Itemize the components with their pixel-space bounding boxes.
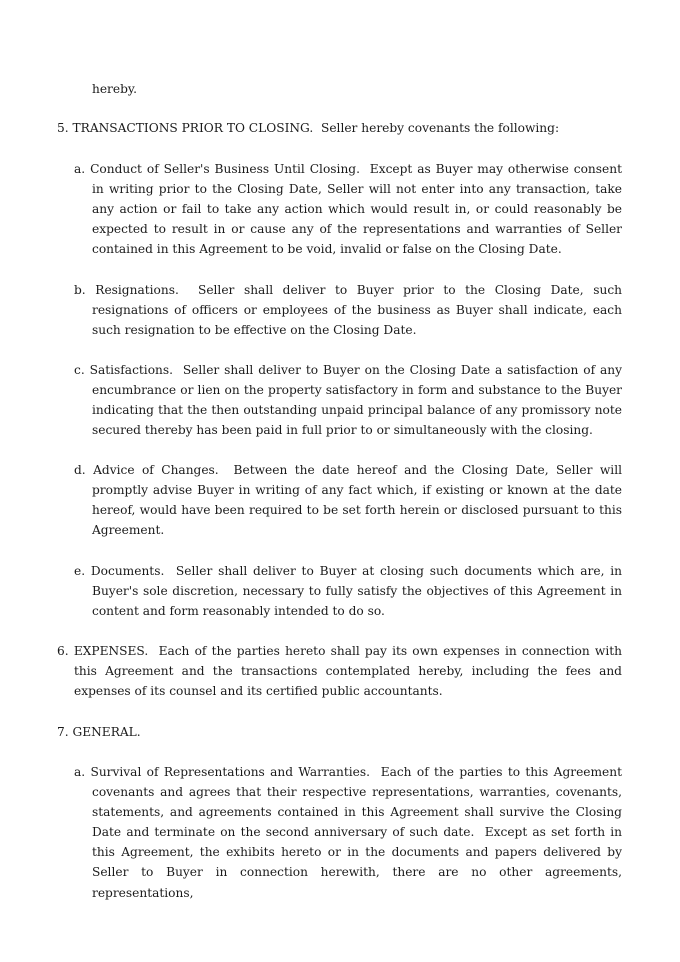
section-5-item-d	[74, 460, 626, 540]
section-7-heading	[57, 722, 637, 742]
section-5-item-c	[74, 360, 626, 440]
section-5-item-b	[74, 280, 626, 340]
section-number: 5.	[57, 121, 69, 135]
item-letter: d.	[74, 463, 86, 477]
section-number: 7.	[57, 725, 69, 739]
item-letter: a.	[74, 765, 86, 779]
item-text: Advice of Changes. Between the date hereof and the Closing Date, Seller will promptly advise Buyer in writing of any fact which, if existing or known at the date hereof, would have been required to be set forth herein or disclosed pursuant to this Agreement.	[92, 463, 626, 538]
item-letter: b.	[74, 283, 86, 297]
section-5-heading	[57, 118, 637, 138]
item-text: Documents. Seller shall deliver to Buyer at closing such documents which are, in Buyer's sole discretion, necessary to fully satisfy the objectives of this Agreement in content and form reasonably intended to do so.	[90, 564, 626, 619]
item-letter: e.	[74, 564, 86, 578]
section-6	[57, 641, 623, 701]
continuation-text: hereby.	[92, 82, 138, 96]
item-letter: c.	[74, 363, 85, 377]
item-text: Satisfactions. Seller shall deliver to Buyer on the Closing Date a satisfaction of any encumbrance or lien on the property satisfactory in form and substance to the Buyer indicating that the then outstanding unpaid principal balance of any promissory note secured thereby has been paid in full prior to or simultaneously with the closing.	[89, 363, 626, 438]
item-text: Resignations. Seller shall deliver to Buyer prior to the Closing Date, such resignations of officers or employees of the business as Buyer shall indicate, each such resignation to be effective on the Closing Date.	[92, 283, 626, 338]
section-intro: Seller hereby covenants the following:	[320, 121, 560, 135]
section-text: Each of the parties hereto shall pay its own expenses in connection with this Agreement and the transactions contemplated hereby, including the fees and expenses of its counsel and its certified public accountants.	[74, 644, 623, 699]
section-7-item-a	[74, 762, 626, 903]
section-title: TRANSACTIONS PRIOR TO CLOSING.	[72, 121, 314, 135]
item-letter: a.	[74, 162, 86, 176]
item-text: Conduct of Seller's Business Until Closing. Except as Buyer may otherwise consent in writing prior to the Closing Date, Seller will not enter into any transaction, take any action or fail to take any action which would result in, or could reasonably be expected to result in or cause any of the representations and warranties of Seller contained in this Agreement to be void, invalid or false on the Closing Date.	[90, 162, 626, 257]
section-title: EXPENSES.	[73, 644, 149, 658]
section-number: 6.	[57, 644, 69, 658]
section-5-item-e	[74, 561, 626, 621]
section-title: GENERAL.	[72, 725, 141, 739]
item-text: Survival of Representations and Warranties. Each of the parties to this Agreement covenants and agrees that their respective representations, warranties, covenants, statements, and agreements contained in this Agreement shall survive the Closing Date and terminate on the second anniversary of such date. Except as set forth in this Agreement, the exhibits hereto or in the documents and papers delivered by Seller to Buyer in connection herewith, there are no other agreements, representations,	[90, 765, 626, 900]
section-5-item-a	[74, 159, 626, 259]
